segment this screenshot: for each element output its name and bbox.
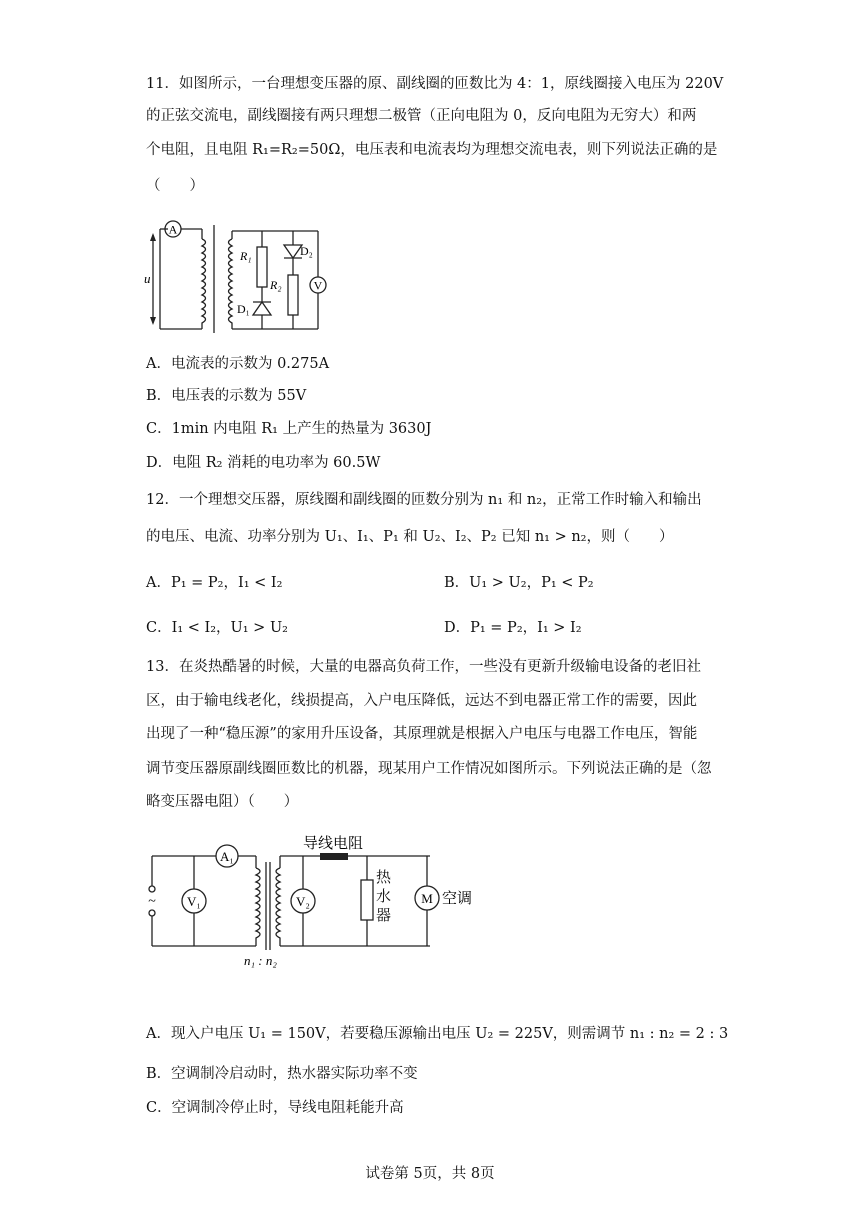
q12-option-a: A．P₁ = P₂，I₁ < I₂	[146, 575, 283, 591]
q11-circuit-diagram	[140, 215, 340, 340]
q12-option-c: C．I₁ < I₂，U₁ > U₂	[146, 620, 288, 636]
motor-label: M	[421, 891, 433, 906]
q11-option-a: A．电流表的示数为 0.275A	[146, 356, 330, 372]
q13-text-line4: 调节变压器原副线圈匝数比的机器，现某用户工作情况如图所示。下列说法正确的是（忽	[146, 761, 712, 777]
q11-text-line1: 11．如图所示，一台理想变压器的原、副线圈的匝数比为 4：1，原线圈接入电压为 220V	[146, 76, 724, 92]
voltmeter-label: V	[313, 278, 323, 293]
q13-text-line1: 13．在炎热酷暑的时候，大量的电器高负荷工作，一些没有更新升级输电设备的老旧社	[146, 659, 701, 675]
resistor-r2-icon	[288, 275, 298, 315]
ac-source-label: ~	[148, 894, 156, 909]
q13-option-a: A．现入户电压 U₁ = 150V，若要稳压源输出电压 U₂ = 225V，则需调节 n₁ : n₂ = 2 : 3	[146, 1026, 729, 1042]
source-terminal-icon	[149, 886, 155, 892]
v2-label: V₂	[296, 894, 310, 909]
q12-text-line1: 12．一个理想交压器，原线圈和副线圈的匝数分别为 n₁ 和 n₂，正常工作时输入和输出	[146, 492, 702, 508]
q13-text-line5: 略变压器电阻）（ ）	[146, 794, 299, 810]
aircon-label: 空调	[442, 889, 473, 907]
r2-label: R₂	[270, 278, 282, 292]
q11-text-line2: 的正弦交流电，副线圈接有两只理想二极管（正向电阻为 0，反向电阻为无穷大）和两	[146, 108, 697, 124]
q13-option-c: C．空调制冷停止时，导线电阻耗能升高	[146, 1100, 404, 1116]
source-label: u	[144, 271, 151, 286]
page-footer: 试卷第 5页，共 8页	[365, 1166, 495, 1182]
secondary-coil-icon	[276, 868, 280, 946]
q11-option-b: B．电压表的示数为 55V	[146, 388, 307, 404]
q13-option-b: B．空调制冷启动时，热水器实际功率不变	[146, 1066, 418, 1082]
q11-answer-blank: （ ）	[146, 178, 204, 194]
heater-vertical-label: 热水器	[376, 868, 392, 924]
q12-text-line2: 的电压、电流、功率分别为 U₁、I₁、P₁ 和 U₂、I₂、P₂ 已知 n₁ > n₂，则（ ）	[146, 529, 674, 545]
r1-label: R₁	[240, 249, 252, 263]
primary-coil-icon	[202, 239, 206, 329]
q13-text-line2: 区，由于输电线老化，线损提高，入户电压降低，远达不到电器正常工作的需要，因此	[146, 693, 697, 709]
v1-label: V₁	[187, 894, 201, 909]
q11-text-line3: 个电阻，且电阻 R₁=R₂=50Ω，电压表和电流表均为理想交流电表，则下列说法正确的是	[146, 142, 718, 158]
ammeter-label: A	[168, 222, 178, 237]
resistor-r1-icon	[257, 247, 267, 287]
secondary-coil-icon	[229, 239, 233, 325]
q13-circuit-diagram	[140, 828, 500, 973]
q12-option-b: B．U₁ > U₂，P₁ < P₂	[444, 575, 594, 591]
turns-ratio-label: n₁ : n₂	[244, 953, 277, 968]
wire-resistance-label: 导线电阻	[303, 834, 364, 852]
diode-d1-icon	[253, 302, 271, 315]
q11-option-d: D．电阻 R₂ 消耗的电功率为 60.5W	[146, 455, 381, 471]
heater-resistor-icon	[361, 880, 373, 920]
q13-text-line3: 出现了一种“稳压源”的家用升压设备，其原理就是根据入户电压与电器工作电压，智能	[146, 726, 698, 742]
wire-resistance-icon	[320, 853, 348, 860]
a1-label: A₁	[220, 849, 234, 864]
primary-coil-icon	[256, 868, 260, 946]
q12-option-d: D．P₁ = P₂，I₁ > I₂	[444, 620, 582, 636]
d1-label: D₁	[237, 302, 250, 316]
d2-label: D₂	[300, 244, 313, 258]
q11-option-c: C．1min 内电阻 R₁ 上产生的热量为 3630J	[146, 421, 432, 437]
